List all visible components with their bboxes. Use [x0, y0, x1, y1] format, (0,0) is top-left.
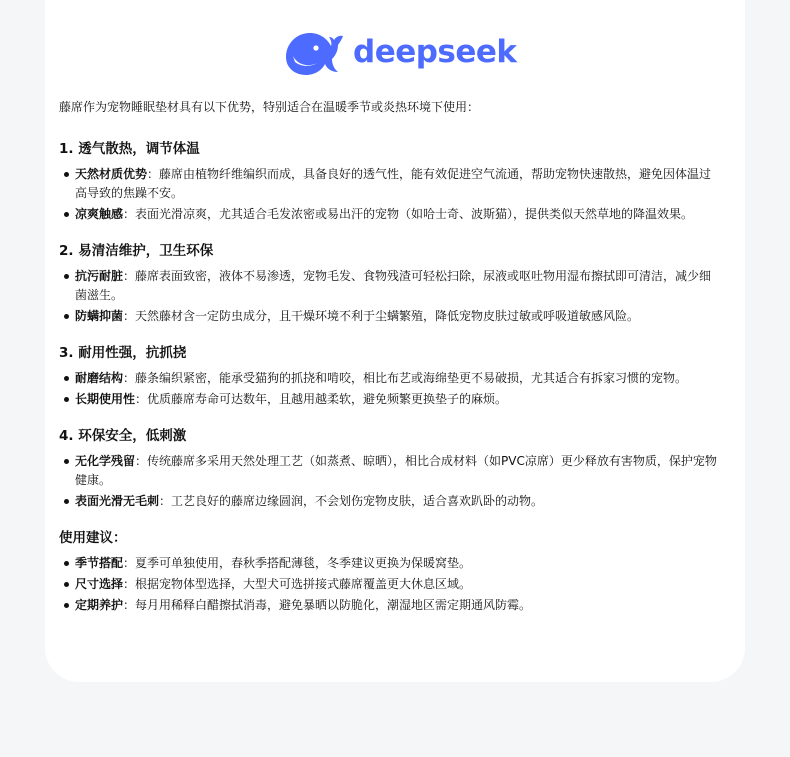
- list-item: [75, 596, 719, 615]
- list-item: [75, 205, 719, 224]
- item-text: ：夏季可单独使用，春秋季搭配薄毯，冬季建议更换为保暖窝垫。: [123, 556, 472, 570]
- item-text: ：天然藤材含一定防虫成分，且干燥环境不利于尘螨繁殖，降低宠物皮肤过敏或呼吸道敏感风险。: [123, 309, 640, 323]
- item-text: ：优质藤席寿命可达数年，且越用越柔软，避免频繁更换垫子的麻烦。: [135, 392, 508, 406]
- list-item: [75, 554, 719, 573]
- item-text: ：藤席由植物纤维编织而成，具备良好的透气性，能有效促进空气流通，帮助宠物快速散热，避免因体温过高导致的焦躁不安。: [75, 167, 712, 200]
- item-label: 无化学残留: [75, 454, 136, 468]
- bullet-list: [59, 452, 719, 511]
- section-heading: 使用建议：: [59, 530, 127, 546]
- response-content: [59, 98, 719, 632]
- section-usage-tips: [59, 528, 719, 615]
- section-cleaning: [59, 241, 719, 326]
- item-label: 长期使用性: [75, 392, 136, 406]
- item-label: 天然材质优势: [75, 167, 148, 181]
- bullet-list: [59, 369, 719, 409]
- item-label: 季节搭配: [75, 556, 124, 570]
- item-text: ：传统藤席多采用天然处理工艺（如蒸煮、晾晒），相比合成材料（如PVC凉席）更少释放有害物质，保护宠物健康。: [75, 454, 717, 487]
- list-item: [75, 492, 719, 511]
- item-label: 凉爽触感: [75, 207, 124, 221]
- item-label: 表面光滑无毛刺: [75, 494, 160, 508]
- item-label: 防螨抑菌: [75, 309, 124, 323]
- item-text: ：藤条编织紧密，能承受猫狗的抓挠和啃咬，相比布艺或海绵垫更不易破损，尤其适合有拆家习惯的宠物。: [123, 371, 688, 385]
- item-label: 耐磨结构: [75, 371, 124, 385]
- section-safety: [59, 426, 719, 511]
- bullet-list: [59, 554, 719, 615]
- deepseek-logo: [281, 26, 517, 78]
- list-item: [75, 369, 719, 388]
- section-heading: 3. 耐用性强，抗抓挠: [59, 345, 187, 361]
- item-text: ：根据宠物体型选择，大型犬可选拼接式藤席覆盖更大休息区域。: [123, 577, 472, 591]
- item-text: ：藤席表面致密，液体不易渗透，宠物毛发、食物残渣可轻松扫除，尿液或呕吐物用湿布擦拭即可清洁，减少细菌滋生。: [75, 269, 712, 302]
- item-label: 抗污耐脏: [75, 269, 124, 283]
- brand-name: deepseek: [353, 33, 517, 70]
- section-heading: 1. 透气散热，调节体温: [59, 141, 200, 157]
- item-text: ：表面光滑凉爽，尤其适合毛发浓密或易出汗的宠物（如哈士奇、波斯猫），提供类似天然草地的降温效果。: [123, 207, 694, 221]
- section-heading: 4. 环保安全，低刺激: [59, 428, 187, 444]
- whale-icon: [281, 26, 347, 78]
- section-durability: [59, 343, 719, 409]
- list-item: [75, 165, 719, 203]
- section-ventilation: [59, 139, 719, 224]
- item-text: ：工艺良好的藤席边缘圆润，不会划伤宠物皮肤，适合喜欢趴卧的动物。: [159, 494, 544, 508]
- list-item: [75, 575, 719, 594]
- bullet-list: [59, 165, 719, 224]
- item-label: 定期养护: [75, 598, 124, 612]
- list-item: [75, 267, 719, 305]
- list-item: [75, 452, 719, 490]
- item-label: 尺寸选择: [75, 577, 124, 591]
- intro-text: 藤席作为宠物睡眠垫材具有以下优势，特别适合在温暖季节或炎热环境下使用：: [59, 100, 480, 114]
- item-text: ：每月用稀释白醋擦拭消毒，避免暴晒以防脆化，潮湿地区需定期通风防霉。: [123, 598, 532, 612]
- section-heading: 2. 易清洁维护，卫生环保: [59, 243, 214, 259]
- list-item: [75, 307, 719, 326]
- bullet-list: [59, 267, 719, 326]
- response-card: [45, 0, 745, 682]
- list-item: [75, 390, 719, 409]
